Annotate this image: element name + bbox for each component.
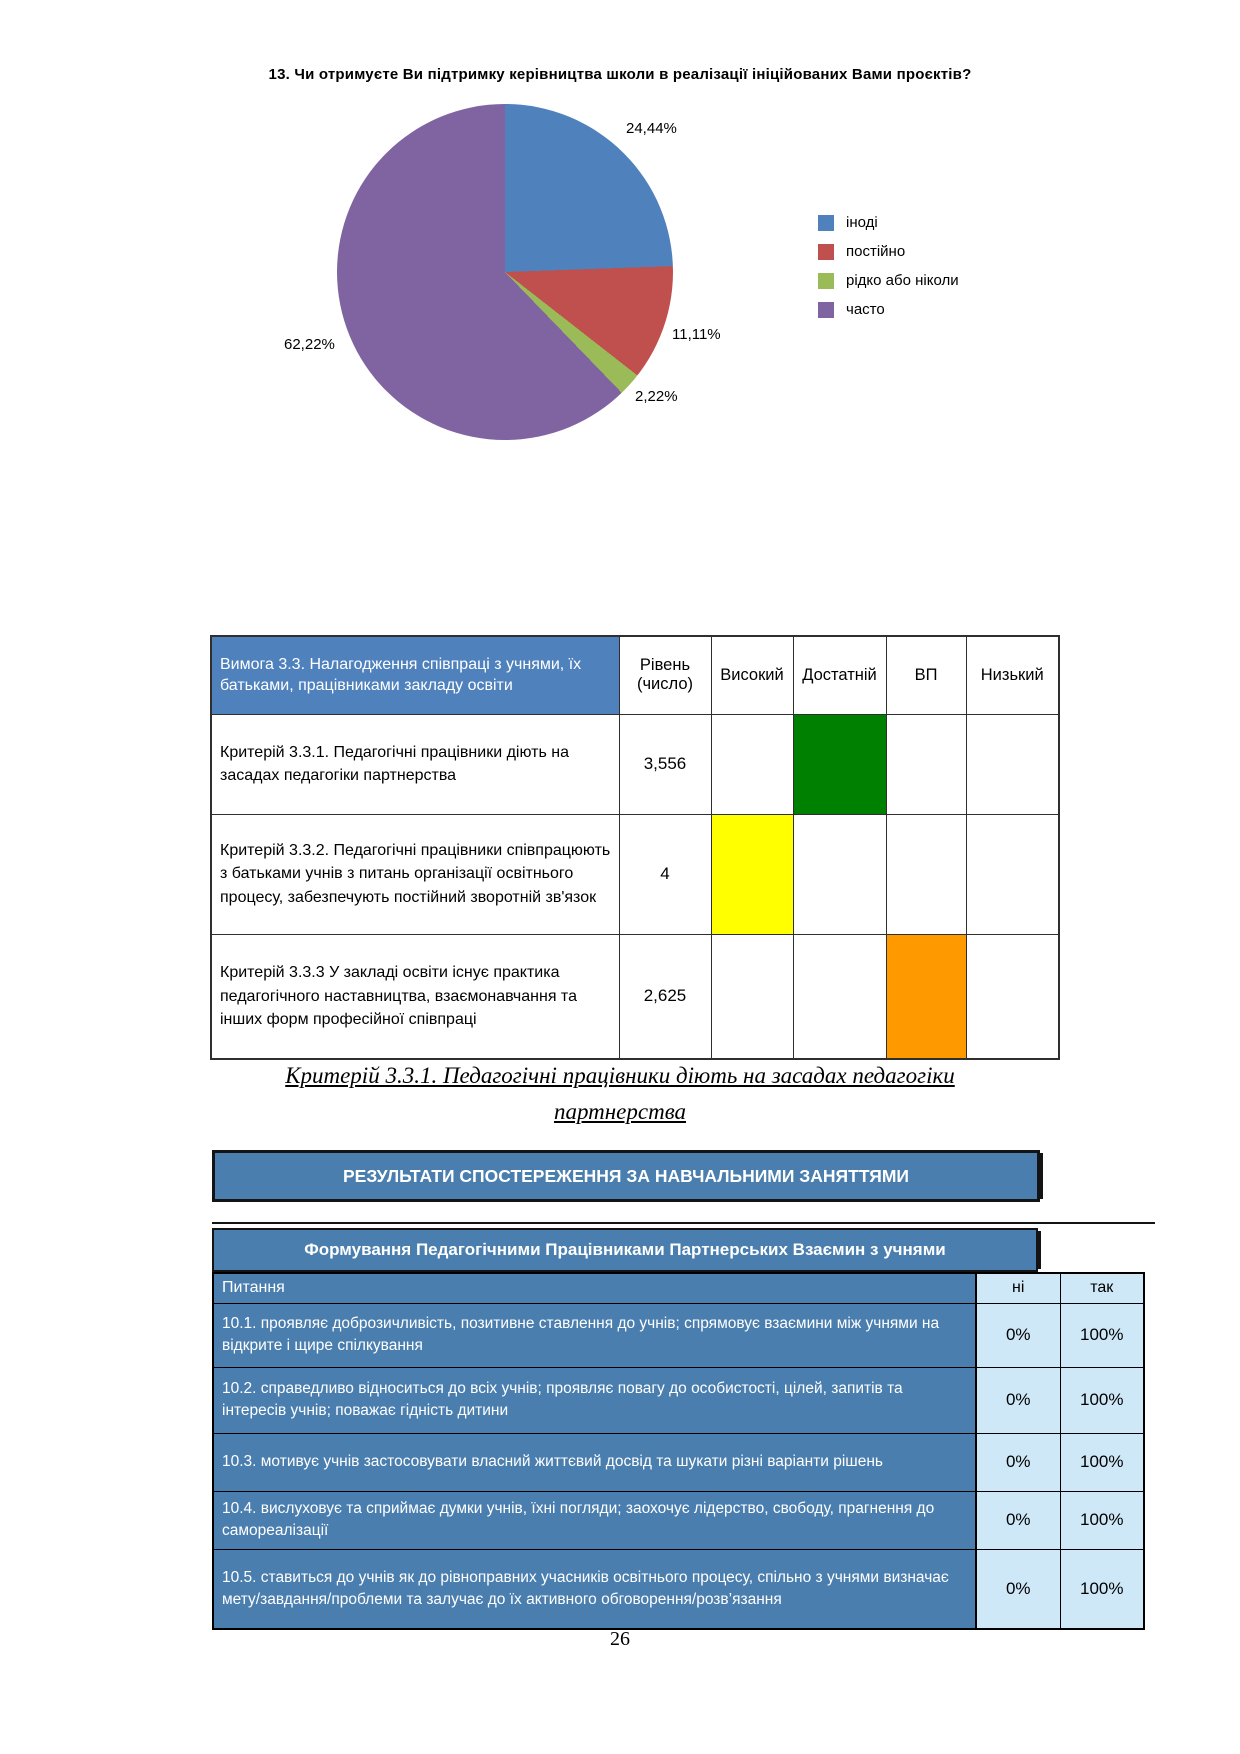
col-header-vp: ВП: [886, 636, 966, 714]
question-cell: 10.4. вислуховує та сприймає думки учнів, їхні погляди; заохочує лідерство, свободу, прагнення до самореалізації: [213, 1491, 976, 1549]
criteria-row: [211, 934, 1059, 1059]
question-cell: 10.3. мотивує учнів застосовувати власний життєвий досвід та шукати різні варіанти рішень: [213, 1433, 976, 1491]
legend-item-chasto: [818, 301, 959, 318]
legend-item-inodi: [818, 214, 959, 231]
rating-cell: [711, 814, 793, 934]
col-header-dostatnii: Достатній: [793, 636, 886, 714]
yes-value-cell: 100%: [1060, 1491, 1144, 1549]
chart-title: 13. Чи отримуєте Ви підтримку керівництва школи в реалізації ініційованих Вами проєктів?: [268, 66, 972, 83]
level-cell: 2,625: [619, 934, 711, 1059]
criteria-table: [210, 635, 1060, 1060]
rating-cell: [886, 934, 966, 1059]
observation-row: [213, 1433, 1144, 1491]
no-value-cell: 0%: [976, 1367, 1060, 1433]
pie-label-inodi: 24,44%: [626, 120, 677, 137]
criterion-cell: Критерій 3.3.1. Педагогічні працівники діють на засадах педагогіки партнерства: [211, 714, 619, 814]
rating-cell: [966, 934, 1059, 1059]
level-cell: 3,556: [619, 714, 711, 814]
question-header-cell: Питання: [213, 1273, 976, 1303]
col-header-vysokyi: Високий: [711, 636, 793, 714]
criterion-cell: Критерій 3.3.2. Педагогічні працівники співпрацюють з батьками учнів з питань організації освітнього процесу, забезпечують постійний зворотній зв'язок: [211, 814, 619, 934]
pie-label-chasto: 62,22%: [284, 336, 335, 353]
observation-row: [213, 1367, 1144, 1433]
yes-value-cell: 100%: [1060, 1433, 1144, 1491]
chart-legend: [818, 214, 959, 330]
legend-label: рідко або ніколи: [846, 272, 959, 289]
divider-line: [212, 1222, 1155, 1224]
criterion-cell: Критерій 3.3.3 У закладі освіти існує практика педагогічного наставництва, взаємонавчання та інших форм професійної співпраці: [211, 934, 619, 1059]
legend-item-postiino: [818, 243, 959, 260]
level-header-cell: Рівень (число): [619, 636, 711, 714]
formation-banner: Формування Педагогічними Працівниками Партнерських Взаємин з учнями: [212, 1228, 1038, 1272]
pie-chart: [337, 104, 673, 440]
yes-value-cell: 100%: [1060, 1303, 1144, 1367]
yes-header-cell: так: [1060, 1273, 1144, 1303]
rating-cell: [711, 714, 793, 814]
col-header-nyzkyi: Низький: [966, 636, 1059, 714]
legend-swatch-purple-icon: [818, 302, 834, 318]
subheading: Критерій 3.3.1. Педагогічні працівники діють на засадах педагогіки партнерства: [285, 1063, 955, 1124]
legend-swatch-blue-icon: [818, 215, 834, 231]
question-cell: 10.1. проявляє доброзичливість, позитивне ставлення до учнів; спрямовує взаємини між учнями на відкрите і щире спілкування: [213, 1303, 976, 1367]
no-value-cell: 0%: [976, 1491, 1060, 1549]
yes-value-cell: 100%: [1060, 1367, 1144, 1433]
legend-swatch-green-icon: [818, 273, 834, 289]
rating-cell: [966, 714, 1059, 814]
observation-row: [213, 1549, 1144, 1629]
requirement-header-cell: Вимога 3.3. Налагодження співпраці з учнями, їх батьками, працівниками закладу освіти: [211, 636, 619, 714]
legend-label: іноді: [846, 214, 878, 231]
rating-cell: [793, 934, 886, 1059]
rating-cell: [966, 814, 1059, 934]
legend-item-ridko: [818, 272, 959, 289]
question-cell: 10.2. справедливо відноситься до всіх учнів; проявляє повагу до особистості, цілей, запитів та інтересів учнів; поважає гідність дитини: [213, 1367, 976, 1433]
pie-label-ridko: 2,22%: [635, 388, 678, 405]
no-value-cell: 0%: [976, 1549, 1060, 1629]
rating-cell: [793, 714, 886, 814]
level-cell: 4: [619, 814, 711, 934]
legend-label: постійно: [846, 243, 906, 260]
rating-cell: [886, 814, 966, 934]
pie-label-postiino: 11,11%: [672, 326, 721, 343]
no-value-cell: 0%: [976, 1303, 1060, 1367]
rating-cell: [886, 714, 966, 814]
legend-swatch-red-icon: [818, 244, 834, 260]
rating-cell: [711, 934, 793, 1059]
page-number: 26: [610, 1628, 630, 1650]
observation-row: [213, 1491, 1144, 1549]
observation-row: [213, 1303, 1144, 1367]
question-cell: 10.5. ставиться до учнів як до рівноправних учасників освітнього процесу, спільно з учнями визначає мету/завдання/проблеми та залучає до їх активного обговорення/розв’язання: [213, 1549, 976, 1629]
yes-value-cell: 100%: [1060, 1549, 1144, 1629]
criteria-header-row: [211, 636, 1059, 714]
no-value-cell: 0%: [976, 1433, 1060, 1491]
rating-cell: [793, 814, 886, 934]
no-header-cell: ні: [976, 1273, 1060, 1303]
observation-header-row: [213, 1273, 1144, 1303]
criteria-row: [211, 714, 1059, 814]
observation-table: [212, 1272, 1145, 1630]
criteria-row: [211, 814, 1059, 934]
legend-label: часто: [846, 301, 885, 318]
results-banner: РЕЗУЛЬТАТИ СПОСТЕРЕЖЕННЯ ЗА НАВЧАЛЬНИМИ ЗАНЯТТЯМИ: [212, 1150, 1040, 1202]
